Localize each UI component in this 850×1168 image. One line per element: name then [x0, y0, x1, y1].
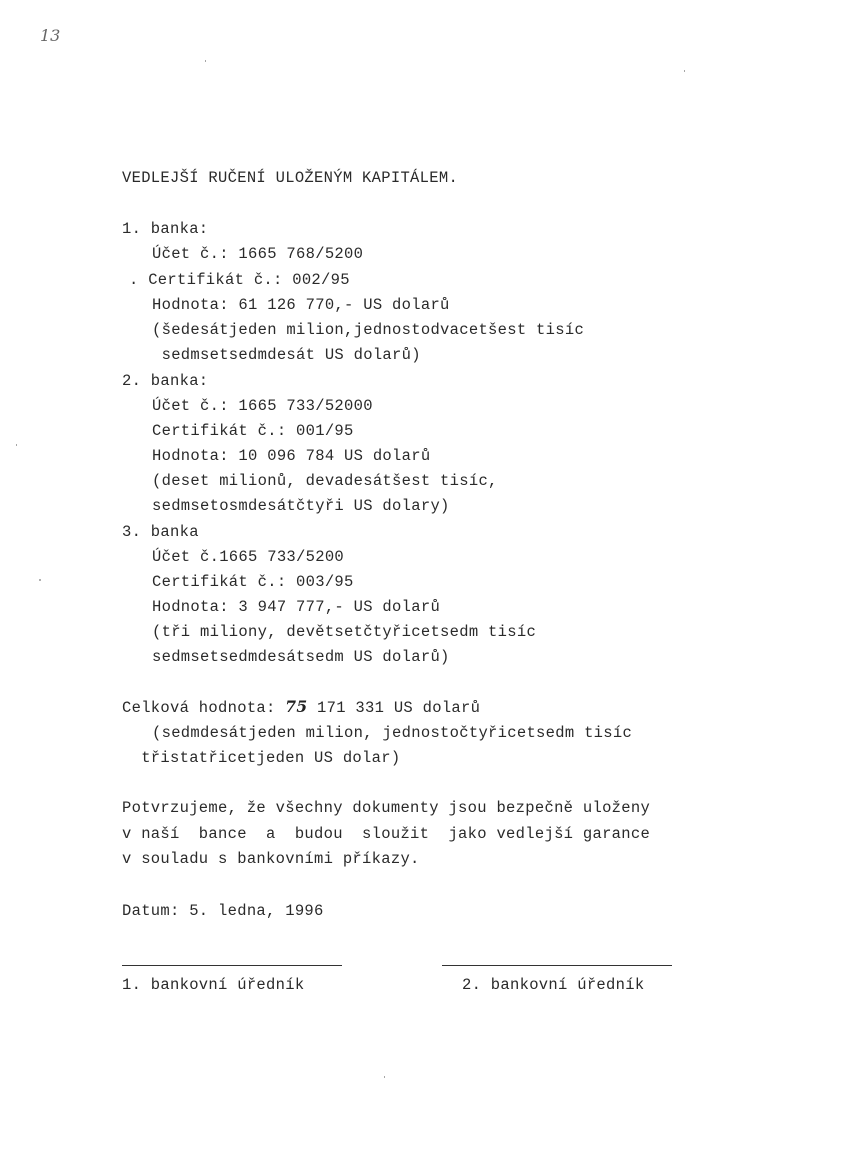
bank-1-words-line-1: (šedesátjeden milion,jednostodvacetšest tisíc — [152, 321, 585, 339]
bank-1-certificate: . Certifikát č.: 002/95 — [129, 271, 350, 289]
page-number-mark: 13 — [40, 26, 61, 45]
total-words-line-2 — [122, 749, 400, 767]
bank-3-account: Účet č.1665 733/5200 — [152, 548, 345, 566]
bank-2-words-line-2: sedmsetosmdesátčtyři US dolary) — [152, 497, 450, 515]
signature-line-left — [122, 965, 342, 966]
bank-3-certificate: Certifikát č.: 003/95 — [152, 573, 354, 591]
bank-3-value: Hodnota: 3 947 777,- US dolarů — [152, 598, 441, 616]
bank-2-value: Hodnota: 10 096 784 US dolarů — [152, 447, 431, 465]
scan-speck — [16, 444, 17, 446]
confirmation-line-1: Potvrzujeme, že všechny dokumenty jsou bezpečně uloženy — [122, 799, 651, 817]
confirmation-line-3: v souladu s bankovními příkazy. — [122, 850, 420, 868]
bank-1-account: Účet č.: 1665 768/5200 — [152, 245, 364, 263]
scan-speck — [39, 579, 41, 581]
total-words-line-2-text: třistatřicetjeden US dolar) — [141, 749, 401, 767]
bank-1-heading: 1. banka: — [122, 220, 209, 238]
bank-2-words-line-1: (deset milionů, devadesátšest tisíc, — [152, 472, 498, 490]
bank-3-words-line-1: (tři miliony, devětsetčtyřicetsedm tisíc — [152, 623, 537, 641]
bank-1-value: Hodnota: 61 126 770,- US dolarů — [152, 296, 450, 314]
total-amount: 171 331 US dolarů — [317, 699, 481, 717]
signature-label-left: 1. bankovní úředník — [122, 976, 305, 994]
signature-line-right — [442, 965, 672, 966]
total-label: Celková hodnota: — [122, 699, 276, 717]
bank-3-words-line-2: sedmsetsedmdesátsedm US dolarů) — [152, 648, 450, 666]
scan-speck — [684, 70, 685, 72]
document-title: VEDLEJŠÍ RUČENÍ ULOŽENÝM KAPITÁLEM. — [122, 169, 459, 187]
signature-label-right: 2. bankovní úředník — [462, 976, 645, 994]
confirmation-line-2: v naší bance a budou sloužit jako vedlejší garance — [122, 825, 651, 843]
date: Datum: 5. ledna, 1996 — [122, 902, 324, 920]
total-line — [122, 698, 480, 717]
bank-3-heading: 3. banka — [122, 523, 199, 541]
bank-2-certificate: Certifikát č.: 001/95 — [152, 422, 354, 440]
total-amount-handwritten: 75 — [285, 697, 308, 716]
bank-2-heading: 2. banka: — [122, 372, 209, 390]
total-words-line-1: (sedmdesátjeden milion, jednostočtyřicetsedm tisíc — [152, 724, 633, 742]
bank-2-account: Účet č.: 1665 733/52000 — [152, 397, 373, 415]
bank-1-words-line-2: sedmsetsedmdesát US dolarů) — [152, 346, 421, 364]
scan-speck — [205, 60, 206, 62]
scan-speck — [384, 1076, 385, 1078]
